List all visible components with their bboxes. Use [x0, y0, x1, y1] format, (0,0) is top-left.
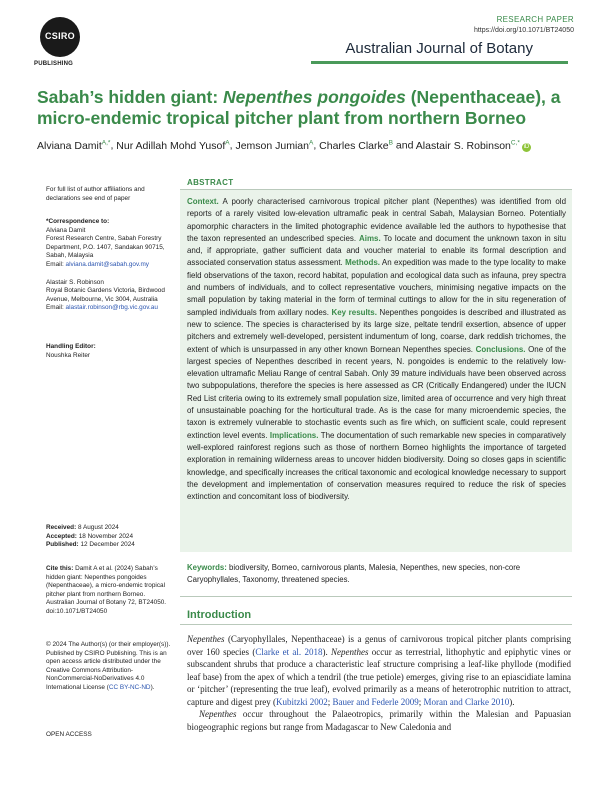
journal-title: Australian Journal of Botany: [345, 40, 533, 57]
abstract-heading: ABSTRACT: [187, 178, 234, 187]
introduction-text: [187, 633, 571, 733]
citation-link[interactable]: Kubitzki 2002: [275, 696, 328, 707]
section-rule: [180, 624, 572, 625]
section-rule: [180, 596, 572, 597]
affiliation-note: For full list of author affiliations and declarations see end of paper: [46, 186, 145, 202]
paper-title: Sabah’s hidden giant: Nepenthes pongoides (Nepenthaceae), a micro-endemic tropical pitcher plant from northern Borneo: [37, 87, 561, 128]
email-link[interactable]: alviana.damit@sabah.gov.my: [65, 260, 149, 268]
citation-doi[interactable]: doi:10.1071/BT24050: [46, 607, 108, 615]
handling-editor: Handling Editor: Noushka Reiter: [46, 343, 96, 359]
open-access-label: OPEN ACCESS: [46, 731, 92, 738]
author[interactable]: Alastair S. Robinson$^{C,*}$: [415, 139, 520, 152]
author[interactable]: Jemson Jumian$^A$: [235, 139, 314, 152]
author[interactable]: Alviana Damit$^{A,*}$: [37, 139, 111, 152]
citation-link[interactable]: Bauer and Federle 2009: [332, 696, 419, 707]
author-list: Alviana Damit$^{A,*}$, Nur Adillah Mohd Yusof$^A$, Jemson Jumian$^A$, Charles Clarke$^B$ and Alastair S. Robinson$^{C,*}$iD: [37, 139, 530, 152]
journal-rule: [311, 61, 568, 64]
copyright-block: © 2024 The Author(s) (or their employer(s)). Published by CSIRO Publishing. This is an open access article distributed under the Creative Commons Attribution-NonCommercial-NoDerivatives 4.0 International License (CC BY-NC-ND).: [46, 641, 171, 691]
author[interactable]: Charles Clarke$^B$: [319, 139, 393, 152]
author[interactable]: Nur Adillah Mohd Yusof$^A$: [116, 139, 230, 152]
keywords: Keywords: biodiversity, Borneo, carnivorous plants, Malesia, Nepenthes, new species, non-core Caryophyllales, Taxonomy, threatened species.: [187, 563, 521, 584]
paragraph: Nepenthes occur throughout the Palaeotropics, primarily within the Malesian and Papuasian biogeographic regions but range from Madagascar to New Caledonia and: [187, 709, 571, 732]
publisher-logo-text: CSIRO: [44, 31, 75, 41]
citation-block: Cite this: Damit A et al. (2024) Sabah’s hidden giant: Nepenthes pongoides (Nepenthaceae), a micro-endemic tropical pitcher plant from northern Borneo. Australian Journal of Botany 72, BT24050. doi:10.1071/BT24050: [46, 565, 167, 615]
correspondence-block: *Correspondence to: Alviana Damit Forest Research Centre, Sabah Forestry Department, P.O. 1407, Sandakan 90715, Sabah, Malaysia Email: alviana.damit@sabah.gov.my Alastair S. Robinson Royal Botanic Gardens Victoria, Birdwood Avenue, Melbourne, Vic 3004, Australia Email: alastair.robinson@rbg.vic.gov.au: [46, 218, 165, 312]
abstract-text: Context. A poorly characterised carnivorous tropical pitcher plant (Nepenthes) was identified from old reports of a rarely visited low-elevation ultramafic peak in central Sabah, Malaysian Borneo. Potentially apomorphic characters in the limited photographic evidence available led the authors to hypothesise that the taxon represented an undescribed species. Aims. To locate and document the unknown taxon in situ and, if appropriate, gather sufficient data and voucher material to enable its formal description and associated conservation status assessment. Methods. An expedition was made to the type locality to make field observations of the taxon, record habitat, population and ecological data such as infauna, prey spectra and numbers of individuals, and to collect representative vouchers, minimising negative impacts on the small population by taking material in the form of terminal cuttings to allow for the in situ regeneration of sampled individuals from axillary nodes. Key results. Nepenthes pongoides is described and illustrated as new to science. The species is characterised by its large size, peltate tendril exsertion, absence of upper pitchers and extremely well-developed, persistent indumentum of long, coarse, dark reddish trichomes, the extent of which is unsurpassed in any other known Bornean Nepenthes species. Conclusions. One of the largest species of Nepenthes described in recent years, N. pongoides is endemic to the relatively low-elevation ultramafic Meliau Range of central Sabah. Only 39 mature individuals have been observed across two subpopulations, therefore the species is here assessed as CR (Critically Endangered) under the IUCN Red List criteria owing to its extremely small population size, limited area of occurrence and very high threat of unsustainable poaching for the horticultural trade. As is the case for many microendemic species, the taxon is extremely vulnerable to stochastic events such as fire which, on sufficient scale, could represent extinction level events. Implications. The documentation of such remarkable new species in comparatively well-explored rainforest regions such as those of northern Borneo highlights the importance of targeted exploration in remaining wilderness areas to uncover hidden biodiversity. Doing so closes gaps in scientific knowledge, and specifically increases the critical taxonomic and ecological knowledge necessary to support the development and implementation of conservation measures required to reduce the risk of species extinction and concomitant loss of biodiversity.: [187, 197, 567, 502]
orcid-icon[interactable]: iD: [523, 143, 530, 150]
article-type: RESEARCH PAPER: [496, 15, 574, 24]
dates-block: Received: 8 August 2024 Accepted: 18 November 2024 Published: 12 December 2024: [46, 524, 135, 549]
paragraph: Nepenthes (Caryophyllales, Nepenthaceae) is a genus of carnivorous tropical pitcher plants comprising over 160 species (Clarke et al. 2018). Nepenthes occur as terrestrial, lithophytic and epiphytic vines or subscandent shrubs that produce a characteristic leaf structure comprising a leaf-like phyllode (modified leaf base) from the apex of which a tendril (the true petiole) emerges, giving rise to an epiascidiate lamina or ‘pitcher’ (representing the true leaf), evolved primarily as a means of heterotrophic nutrition to attract, capture and digest prey (Kubitzki 2002; Bauer and Federle 2009; Moran and Clarke 2010).: [187, 634, 571, 707]
section-heading-introduction: Introduction: [187, 609, 252, 621]
email-link[interactable]: alastair.robinson@rbg.vic.gov.au: [65, 304, 158, 312]
license-link[interactable]: CC BY-NC-ND: [108, 683, 151, 691]
doi-link[interactable]: https://doi.org/10.1071/BT24050: [473, 27, 574, 34]
citation-link[interactable]: Clarke et al. 2018: [255, 646, 323, 657]
citation-link[interactable]: Moran and Clarke 2010: [423, 696, 510, 707]
publisher-name: PUBLISHING: [34, 61, 74, 67]
